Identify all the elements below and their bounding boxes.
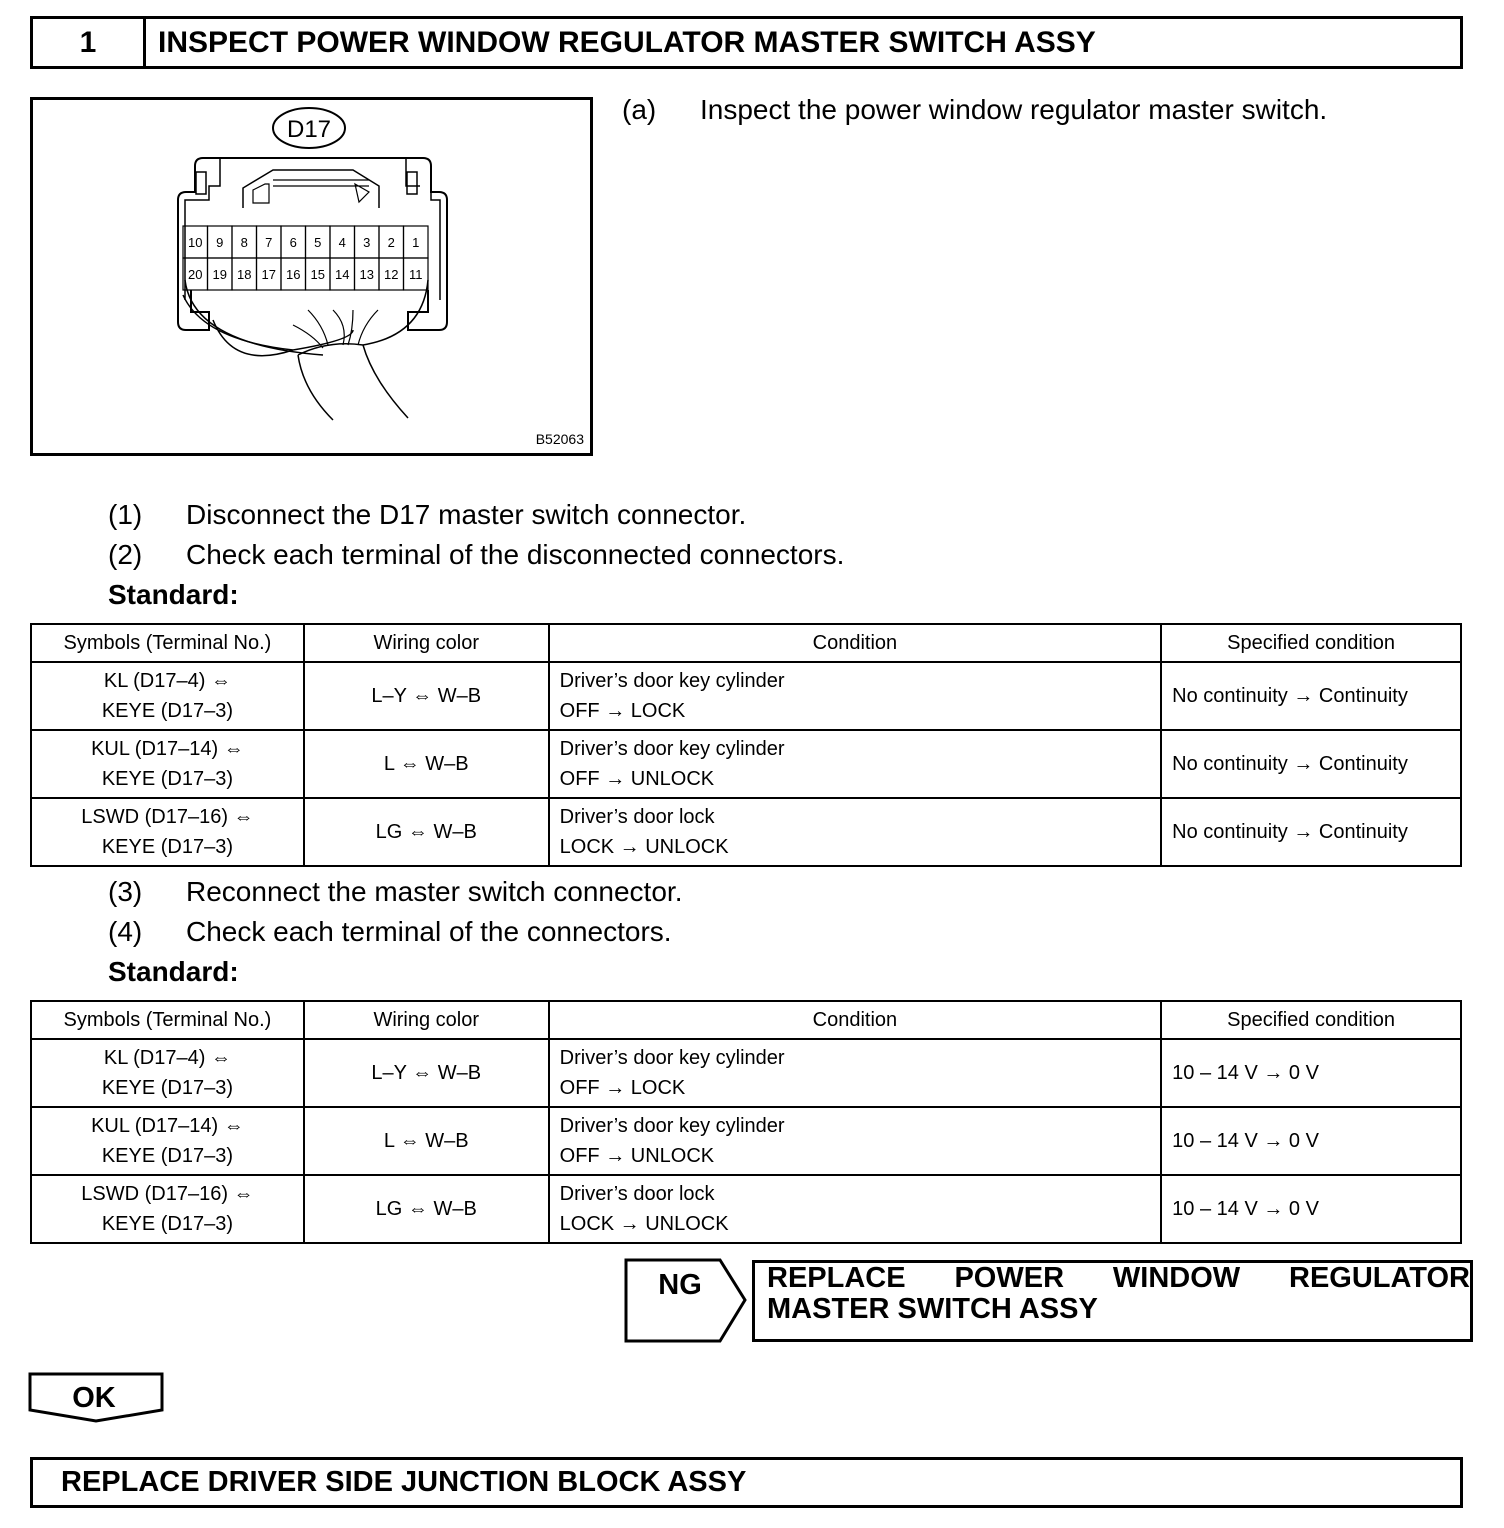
- step-a: [622, 94, 1327, 126]
- condition-cell: [549, 1039, 1162, 1107]
- pin-number: 7: [265, 235, 273, 250]
- step-2: [108, 539, 844, 571]
- symbol-cell: [31, 798, 304, 866]
- ng-arrow: [624, 1258, 748, 1344]
- ng-label: NG: [658, 1269, 702, 1301]
- symbol-line: KEYE (D17–3): [101, 836, 233, 858]
- condition-line: Driver’s door key cylinder: [559, 1047, 785, 1069]
- ng-action-line: MASTER SWITCH ASSY: [767, 1293, 1098, 1325]
- standard-label: Standard:: [108, 956, 239, 987]
- pin-number: 10: [188, 235, 203, 250]
- symbol-line: LSWD (D17–16) ⇔: [81, 806, 254, 828]
- symbol-cell: [31, 1039, 304, 1107]
- step-a-label: (a): [622, 94, 657, 125]
- table-row: [31, 662, 1461, 730]
- spec-cell: No continuity → Continuity: [1161, 798, 1461, 866]
- ok-arrow: [28, 1372, 166, 1424]
- symbol-line: KEYE (D17–3): [101, 1145, 233, 1167]
- standard-table-disconnected: [30, 623, 1462, 867]
- condition-cell: [549, 1175, 1162, 1243]
- ok-label: OK: [72, 1382, 116, 1414]
- spec-cell: No continuity → Continuity: [1161, 662, 1461, 730]
- symbol-line: KL (D17–4) ⇔: [103, 670, 231, 692]
- pin-number: 1: [412, 235, 420, 250]
- step-header: [30, 16, 1463, 69]
- wiring-cell: L ⇔ W–B: [304, 1107, 549, 1175]
- pin-number: 15: [310, 267, 325, 282]
- condition-cell: [549, 798, 1162, 866]
- table-header-row: [31, 624, 1461, 662]
- condition-cell: [549, 730, 1162, 798]
- spec-cell: 10 – 14 V → 0 V: [1161, 1107, 1461, 1175]
- symbol-line: KL (D17–4) ⇔: [103, 1047, 231, 1069]
- pin-number: 2: [387, 235, 395, 250]
- spec-cell: 10 – 14 V → 0 V: [1161, 1039, 1461, 1107]
- spec-cell: 10 – 14 V → 0 V: [1161, 1175, 1461, 1243]
- column-header: Specified condition: [1161, 1001, 1461, 1039]
- pin-number: 18: [237, 267, 252, 282]
- step-text: Reconnect the master switch connector.: [186, 876, 683, 907]
- wiring-cell: LG ⇔ W–B: [304, 798, 549, 866]
- condition-cell: [549, 662, 1162, 730]
- pin-number: 11: [409, 267, 423, 282]
- pin-number: 9: [216, 235, 224, 250]
- spec-cell: No continuity → Continuity: [1161, 730, 1461, 798]
- column-header: Wiring color: [304, 1001, 549, 1039]
- condition-line: OFF → UNLOCK: [559, 1145, 715, 1167]
- pin-number: 16: [286, 267, 301, 282]
- pin-number: 8: [240, 235, 248, 250]
- step-3: [108, 876, 682, 908]
- table-header-row: [31, 1001, 1461, 1039]
- condition-line: Driver’s door lock: [559, 1183, 715, 1205]
- symbol-line: KEYE (D17–3): [101, 1077, 233, 1099]
- ng-action-line: REPLACE POWER WINDOW REGULATOR: [767, 1262, 1470, 1294]
- table-row: [31, 1175, 1461, 1243]
- step-label: (4): [108, 916, 143, 947]
- column-header: Condition: [549, 624, 1162, 662]
- step-label: (2): [108, 539, 143, 570]
- condition-line: Driver’s door key cylinder: [559, 670, 785, 692]
- condition-line: LOCK → UNLOCK: [559, 836, 729, 858]
- symbol-line: KEYE (D17–3): [101, 768, 233, 790]
- step-4: [108, 916, 672, 948]
- standard-label: Standard:: [108, 579, 239, 610]
- table-row: [31, 1107, 1461, 1175]
- pin-number: 5: [314, 235, 322, 250]
- pin-number: 4: [338, 235, 346, 250]
- column-header: Specified condition: [1161, 624, 1461, 662]
- step-text: Check each terminal of the connectors.: [186, 916, 672, 947]
- column-header: Condition: [549, 1001, 1162, 1039]
- condition-line: LOCK → UNLOCK: [559, 1213, 729, 1235]
- ng-action-box: [752, 1260, 1473, 1342]
- table-row: [31, 1039, 1461, 1107]
- symbol-line: LSWD (D17–16) ⇔: [81, 1183, 254, 1205]
- column-header: Symbols (Terminal No.): [31, 1001, 304, 1039]
- pin-number: 12: [384, 267, 399, 282]
- condition-line: OFF → UNLOCK: [559, 768, 715, 790]
- connector-diagram: [33, 100, 590, 453]
- pin-number: 3: [363, 235, 371, 250]
- condition-line: Driver’s door key cylinder: [559, 1115, 785, 1137]
- condition-cell: [549, 1107, 1162, 1175]
- column-header: Symbols (Terminal No.): [31, 624, 304, 662]
- connector-label: D17: [286, 116, 332, 143]
- wiring-cell: LG ⇔ W–B: [304, 1175, 549, 1243]
- pin-number: 17: [261, 267, 276, 282]
- symbol-line: KEYE (D17–3): [101, 700, 233, 722]
- symbol-cell: [31, 730, 304, 798]
- column-header: Wiring color: [304, 624, 549, 662]
- symbol-line: KEYE (D17–3): [101, 1213, 233, 1235]
- condition-line: Driver’s door key cylinder: [559, 738, 785, 760]
- standard-table-connected: [30, 1000, 1462, 1244]
- step-label: (3): [108, 876, 143, 907]
- table-row: [31, 730, 1461, 798]
- symbol-cell: [31, 1175, 304, 1243]
- wiring-cell: L ⇔ W–B: [304, 730, 549, 798]
- pin-number: 20: [188, 267, 203, 282]
- step-text: Disconnect the D17 master switch connector.: [186, 499, 747, 530]
- condition-line: OFF → LOCK: [559, 700, 686, 722]
- step-a-text: Inspect the power window regulator master switch.: [700, 94, 1328, 125]
- symbol-cell: [31, 662, 304, 730]
- pin-number: 13: [359, 267, 374, 282]
- table-row: [31, 798, 1461, 866]
- symbol-line: KUL (D17–14) ⇔: [91, 1115, 244, 1137]
- figure-id: B52063: [535, 431, 584, 447]
- condition-line: OFF → LOCK: [559, 1077, 686, 1099]
- step-label: (1): [108, 499, 143, 530]
- pin-number: 19: [212, 267, 227, 282]
- step-number: 1: [33, 19, 146, 66]
- condition-line: Driver’s door lock: [559, 806, 715, 828]
- final-action-box: REPLACE DRIVER SIDE JUNCTION BLOCK ASSY: [30, 1457, 1463, 1508]
- symbol-line: KUL (D17–14) ⇔: [91, 738, 244, 760]
- wiring-cell: L–Y ⇔ W–B: [304, 662, 549, 730]
- step-1: [108, 499, 746, 531]
- step-text: Check each terminal of the disconnected connectors.: [186, 539, 845, 570]
- pin-number: 14: [335, 267, 350, 282]
- step-title: INSPECT POWER WINDOW REGULATOR MASTER SWITCH ASSY: [158, 25, 1096, 59]
- pin-number: 6: [289, 235, 297, 250]
- wiring-cell: L–Y ⇔ W–B: [304, 1039, 549, 1107]
- connector-figure: [30, 97, 593, 456]
- symbol-cell: [31, 1107, 304, 1175]
